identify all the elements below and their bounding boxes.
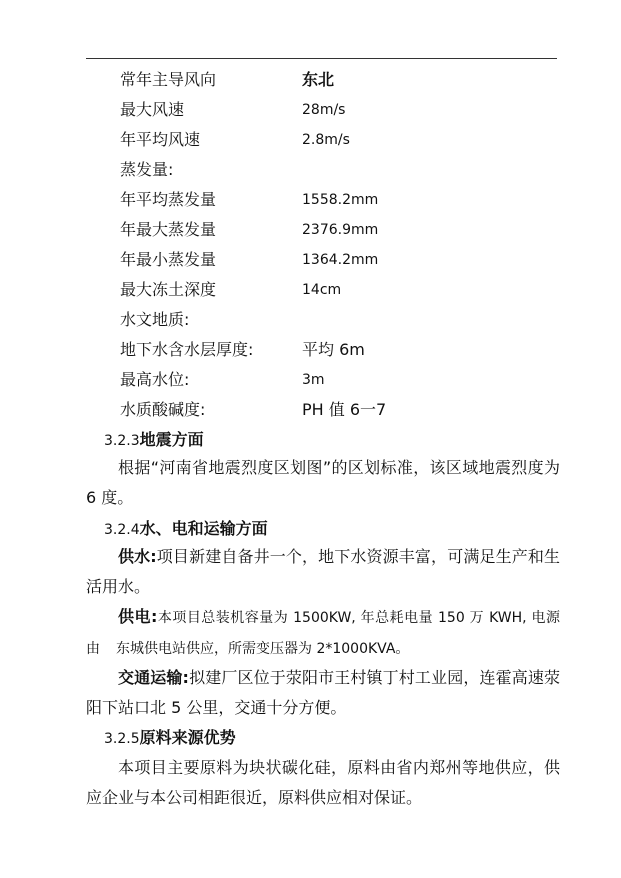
param-label: 常年主导风向 bbox=[120, 70, 217, 89]
param-label: 年平均风速 bbox=[120, 130, 201, 149]
param-label: 年最大蒸发量 bbox=[120, 220, 217, 239]
traffic-text: 拟建厂区位于荥阳市王村镇丁村工业园，连霍高速荥阳下站口北 5 公里，交通十分方便。 bbox=[86, 668, 560, 717]
param-row bbox=[120, 188, 560, 212]
param-row bbox=[120, 248, 560, 272]
param-value: PH 值 6一7 bbox=[302, 400, 387, 419]
earthquake-paragraph bbox=[86, 453, 560, 513]
param-label: 最大冻土深度 bbox=[120, 280, 217, 299]
param-value: 1364.2mm bbox=[302, 252, 379, 268]
section-title: 地震方面 bbox=[139, 430, 204, 449]
param-label: 蒸发量: bbox=[120, 160, 174, 179]
param-row bbox=[120, 158, 560, 182]
water-supply-paragraph bbox=[86, 542, 560, 602]
param-value: 28m/s bbox=[302, 102, 346, 118]
section-title: 水、电和运输方面 bbox=[139, 519, 268, 538]
param-row bbox=[120, 338, 560, 362]
param-value: 平均 6m bbox=[302, 340, 365, 359]
param-label: 最高水位: bbox=[120, 370, 190, 389]
param-row bbox=[120, 128, 560, 152]
section-heading-3-2-5 bbox=[104, 726, 236, 750]
traffic-paragraph bbox=[86, 663, 560, 723]
param-value: 2.8m/s bbox=[302, 132, 350, 148]
raw-material-text: 本项目主要原料为块状碳化硅，原料由省内郑州等地供应，供应企业与本公司相距很近，原料供应相对保证。 bbox=[86, 758, 560, 807]
section-number: 3.2.5 bbox=[104, 731, 140, 747]
param-label: 水文地质: bbox=[120, 310, 190, 329]
param-row bbox=[120, 278, 560, 302]
section-number: 3.2.3 bbox=[104, 433, 140, 449]
water-supply-label: 供水: bbox=[118, 547, 157, 566]
section-title: 原料来源优势 bbox=[139, 728, 236, 747]
section-heading-3-2-3 bbox=[104, 428, 204, 452]
section-number: 3.2.4 bbox=[104, 522, 140, 538]
param-row bbox=[120, 398, 560, 422]
param-row bbox=[120, 218, 560, 242]
earthquake-text: 根据“河南省地震烈度区划图”的区划标准，该区域地震烈度为 6 度。 bbox=[86, 458, 560, 507]
param-value: 14cm bbox=[302, 282, 342, 298]
param-row bbox=[120, 308, 560, 332]
power-supply-paragraph bbox=[86, 602, 560, 664]
power-supply-label: 供电: bbox=[118, 607, 158, 626]
param-value: 2376.9mm bbox=[302, 222, 379, 238]
param-label: 年平均蒸发量 bbox=[120, 190, 217, 209]
traffic-label: 交通运输: bbox=[118, 668, 189, 687]
param-label: 水质酸碱度: bbox=[120, 400, 206, 419]
param-label: 最大风速 bbox=[120, 100, 185, 119]
param-value: 东北 bbox=[302, 70, 335, 89]
param-value: 1558.2mm bbox=[302, 192, 379, 208]
section-heading-3-2-4 bbox=[104, 517, 268, 541]
header-rule bbox=[86, 58, 557, 59]
param-row bbox=[120, 98, 560, 122]
param-label: 地下水含水层厚度: bbox=[120, 340, 254, 359]
param-label: 年最小蒸发量 bbox=[120, 250, 217, 269]
raw-material-paragraph bbox=[86, 753, 560, 813]
param-row bbox=[120, 68, 560, 92]
water-supply-text: 项目新建自备井一个，地下水资源丰富，可满足生产和生活用水。 bbox=[86, 547, 560, 596]
power-supply-text-a: 本项目总装机容量为 1500KW, 年总耗电量 150 万 KWH, 电源由 bbox=[86, 610, 560, 657]
power-supply-text-b: 东城供电站供应，所需变压器为 2*1000KVA。 bbox=[116, 641, 410, 657]
param-value: 3m bbox=[302, 372, 325, 388]
param-row bbox=[120, 368, 560, 392]
